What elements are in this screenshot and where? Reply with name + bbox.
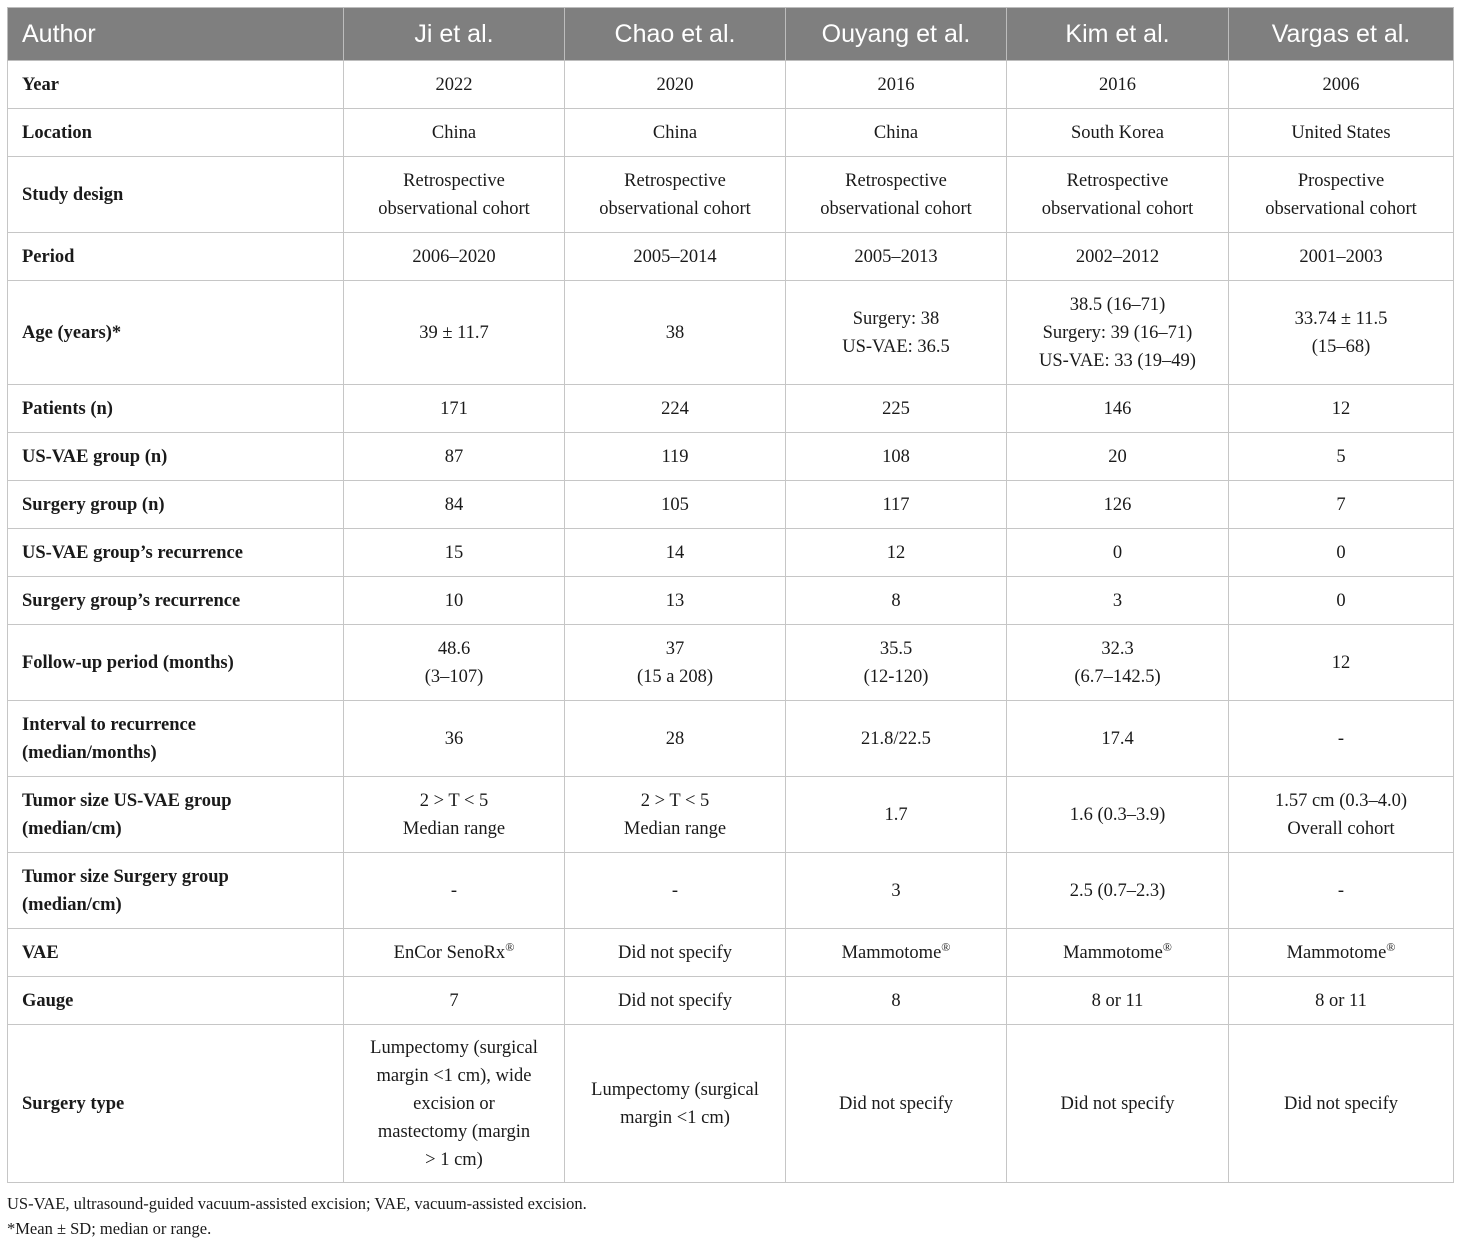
table-cell — [565, 433, 786, 481]
table-body — [8, 61, 1454, 1183]
cell-value: Prospective observational cohort — [1265, 170, 1417, 219]
table-cell — [344, 577, 565, 625]
cell-value: 2 > T < 5 Median range — [402, 790, 506, 839]
table-cell — [344, 281, 565, 385]
cell-value: 2016 — [877, 74, 915, 95]
cell-value: 2005–2013 — [854, 246, 938, 267]
cell-value: 12 — [886, 542, 906, 563]
table-cell — [344, 529, 565, 577]
header-kim: Kim et al. — [1007, 8, 1229, 61]
table-cell — [344, 433, 565, 481]
cell-value: Did not specify — [617, 990, 733, 1011]
table-cell — [1007, 625, 1229, 701]
table-cell — [565, 109, 786, 157]
table-cell — [1007, 433, 1229, 481]
cell-value: 2 > T < 5 Median range — [623, 790, 727, 839]
table-cell — [1229, 481, 1454, 529]
cell-value: 1.6 (0.3–3.9) — [1069, 804, 1166, 825]
table-cell — [565, 529, 786, 577]
table-cell — [1007, 929, 1229, 977]
registered-trademark-mark: ® — [941, 939, 951, 954]
cell-value: 7 — [1336, 494, 1346, 515]
table-cell — [1229, 853, 1454, 929]
table-cell — [565, 61, 786, 109]
table-cell — [1229, 61, 1454, 109]
table-cell — [344, 929, 565, 977]
table-cell — [565, 853, 786, 929]
cell-value: 5 — [1336, 446, 1346, 467]
table-cell — [1229, 977, 1454, 1025]
table-cell — [786, 853, 1007, 929]
table-cell — [786, 929, 1007, 977]
cell-value: 2016 — [1099, 74, 1136, 95]
registered-trademark-mark: ® — [1386, 939, 1396, 954]
cell-value: 28 — [665, 728, 685, 749]
table-footnotes — [7, 1191, 1447, 1241]
table-cell — [1229, 777, 1454, 853]
row-label: VAE — [8, 929, 344, 977]
row-label: Study design — [8, 157, 344, 233]
table-row — [8, 529, 1454, 577]
cell-value: 146 — [1103, 398, 1132, 419]
cell-value: 12 — [1331, 398, 1351, 419]
table-cell — [1007, 109, 1229, 157]
row-label: Surgery group’s recurrence — [8, 577, 344, 625]
table-cell — [344, 109, 565, 157]
table-cell — [786, 157, 1007, 233]
cell-value: 35.5 (12-120) — [863, 638, 929, 687]
table-row — [8, 625, 1454, 701]
cell-value: 3 — [1112, 590, 1123, 611]
row-label: Gauge — [8, 977, 344, 1025]
table-row — [8, 433, 1454, 481]
header-vargas: Vargas et al. — [1229, 8, 1454, 61]
table-cell — [1229, 1025, 1454, 1183]
row-label: Age (years)* — [8, 281, 344, 385]
cell-value: Did not specify — [838, 1093, 954, 1114]
table-cell — [565, 481, 786, 529]
table-row — [8, 481, 1454, 529]
table-cell — [1229, 529, 1454, 577]
table-cell — [786, 577, 1007, 625]
table-row — [8, 929, 1454, 977]
table-cell — [565, 929, 786, 977]
cell-value: Retrospective observational cohort — [599, 170, 751, 219]
table-row — [8, 233, 1454, 281]
cell-value: 10 — [444, 590, 464, 611]
cell-value: Did not specify — [1283, 1093, 1399, 1114]
cell-value: Surgery: 38 US-VAE: 36.5 — [842, 308, 950, 357]
table-cell — [786, 625, 1007, 701]
table-cell — [786, 977, 1007, 1025]
table-cell — [565, 701, 786, 777]
row-label: Period — [8, 233, 344, 281]
table-row — [8, 777, 1454, 853]
row-label: US-VAE group (n) — [8, 433, 344, 481]
table-cell — [565, 625, 786, 701]
cell-value: 36 — [444, 728, 464, 749]
table-row — [8, 701, 1454, 777]
header-row — [8, 8, 1454, 61]
table-cell — [344, 157, 565, 233]
cell-value: United States — [1291, 122, 1391, 143]
cell-value: 0 — [1112, 542, 1123, 563]
cell-value: Lumpectomy (surgical margin <1 cm), wide excision or mastectomy (margin > 1 cm) — [370, 1037, 538, 1170]
table-cell — [1007, 853, 1229, 929]
table-cell — [1007, 281, 1229, 385]
table-cell — [786, 281, 1007, 385]
table-cell — [344, 977, 565, 1025]
cell-value: 105 — [661, 494, 689, 515]
table-cell — [565, 577, 786, 625]
row-label: Tumor size US-VAE group (median/cm) — [8, 777, 344, 853]
table-cell — [1007, 61, 1229, 109]
cell-value: 8 — [891, 990, 901, 1011]
table-row — [8, 61, 1454, 109]
cell-value: Lumpectomy (surgical margin <1 cm) — [591, 1079, 759, 1128]
table-cell — [1229, 433, 1454, 481]
table-cell — [1229, 157, 1454, 233]
cell-value: 0 — [1336, 542, 1346, 563]
table-cell — [786, 1025, 1007, 1183]
cell-value: 2002–2012 — [1075, 246, 1160, 267]
table-row — [8, 577, 1454, 625]
cell-value: 8 — [891, 590, 901, 611]
cell-value: Retrospective observational cohort — [1041, 170, 1194, 219]
cell-value: Retrospective observational cohort — [378, 170, 530, 219]
cell-value: 38 — [665, 322, 685, 343]
cell-value: China — [652, 122, 698, 143]
table-cell — [344, 853, 565, 929]
cell-value: 2001–2003 — [1299, 246, 1383, 267]
cell-value: - — [450, 880, 458, 901]
table-cell — [1229, 929, 1454, 977]
cell-value: - — [1337, 880, 1345, 901]
table-cell — [786, 233, 1007, 281]
table-cell — [1007, 157, 1229, 233]
header-author: Author — [8, 8, 344, 61]
cell-value: 13 — [665, 590, 685, 611]
cell-value: 12 — [1331, 652, 1351, 673]
table-cell — [1007, 529, 1229, 577]
abbreviations-footnote: US-VAE, ultrasound-guided vacuum-assisted excision; VAE, vacuum-assisted excision. — [7, 1194, 587, 1213]
table-row — [8, 1025, 1454, 1183]
registered-trademark-mark: ® — [505, 939, 515, 954]
cell-value: 2020 — [656, 74, 694, 95]
table-cell — [565, 385, 786, 433]
table-cell — [786, 433, 1007, 481]
cell-value: 32.3 (6.7–142.5) — [1074, 638, 1161, 687]
cell-value: China — [431, 122, 477, 143]
cell-value: Did not specify — [1060, 1093, 1175, 1114]
table-cell — [1007, 481, 1229, 529]
cell-value: 33.74 ± 11.5 (15–68) — [1294, 308, 1388, 357]
table-cell — [565, 777, 786, 853]
table-cell — [1007, 977, 1229, 1025]
table-row — [8, 385, 1454, 433]
cell-value: 108 — [882, 446, 910, 467]
table-cell — [1007, 1025, 1229, 1183]
registered-trademark-mark: ® — [1162, 939, 1172, 954]
table-cell — [1229, 281, 1454, 385]
table-cell — [1007, 777, 1229, 853]
cell-value: 48.6 (3–107) — [424, 638, 484, 687]
cell-value: Mammotome — [1286, 942, 1387, 963]
row-label: Year — [8, 61, 344, 109]
table-cell — [1007, 701, 1229, 777]
table-cell — [786, 777, 1007, 853]
cell-value: 126 — [1103, 494, 1132, 515]
cell-value: 15 — [444, 542, 464, 563]
cell-value: - — [1337, 728, 1345, 749]
cell-value: 171 — [440, 398, 468, 419]
table-cell — [565, 233, 786, 281]
cell-value: 87 — [444, 446, 464, 467]
table-cell — [1007, 577, 1229, 625]
table-cell — [565, 1025, 786, 1183]
cell-value: 17.4 — [1101, 728, 1134, 749]
table-cell — [344, 481, 565, 529]
header-chao: Chao et al. — [565, 8, 786, 61]
table-cell — [565, 157, 786, 233]
cell-value: 2005–2014 — [633, 246, 717, 267]
cell-value: 7 — [449, 990, 459, 1011]
row-label: Patients (n) — [8, 385, 344, 433]
cell-value: 37 (15 a 208) — [636, 638, 714, 687]
cell-value: Did not specify — [617, 942, 733, 963]
cell-value: China — [873, 122, 919, 143]
cell-value: 2.5 (0.7–2.3) — [1069, 880, 1166, 901]
cell-value: 14 — [665, 542, 685, 563]
table-cell — [1007, 385, 1229, 433]
cell-value: 39 ± 11.7 — [419, 322, 489, 343]
table-cell — [786, 701, 1007, 777]
cell-value: 225 — [882, 398, 910, 419]
table-cell — [1229, 625, 1454, 701]
cell-value: 224 — [661, 398, 689, 419]
cell-value: 8 or 11 — [1315, 990, 1367, 1011]
cell-value: 8 or 11 — [1091, 990, 1144, 1011]
cell-value: 117 — [882, 494, 910, 515]
table-cell — [1229, 577, 1454, 625]
row-label: US-VAE group’s recurrence — [8, 529, 344, 577]
table-cell — [786, 481, 1007, 529]
cell-value: 21.8/22.5 — [861, 728, 931, 749]
table-cell — [344, 233, 565, 281]
table-row — [8, 977, 1454, 1025]
table-cell — [786, 385, 1007, 433]
cell-value: Retrospective observational cohort — [820, 170, 972, 219]
table-cell — [786, 109, 1007, 157]
table-cell — [786, 529, 1007, 577]
cell-value: 2006 — [1322, 74, 1360, 95]
table-row — [8, 853, 1454, 929]
cell-value: 119 — [661, 446, 689, 467]
table-cell — [1229, 701, 1454, 777]
cell-value: 2022 — [435, 74, 473, 95]
table-cell — [344, 701, 565, 777]
table-cell — [1229, 109, 1454, 157]
cell-value: 1.7 — [884, 804, 908, 825]
table-cell — [565, 977, 786, 1025]
cell-value: 0 — [1336, 590, 1346, 611]
cell-value: 3 — [891, 880, 901, 901]
header-ji: Ji et al. — [344, 8, 565, 61]
table-row — [8, 281, 1454, 385]
table-cell — [344, 385, 565, 433]
cell-value: 1.57 cm (0.3–4.0) Overall cohort — [1274, 790, 1408, 839]
cell-value: Mammotome — [841, 942, 942, 963]
table-cell — [344, 625, 565, 701]
table-cell — [344, 61, 565, 109]
cell-value: 2006–2020 — [412, 246, 496, 267]
table-cell — [1229, 233, 1454, 281]
cell-value: EnCor SenoRx — [393, 942, 506, 963]
table-cell — [1229, 385, 1454, 433]
table-cell — [344, 1025, 565, 1183]
cell-value: South Korea — [1071, 122, 1164, 143]
table-cell — [565, 281, 786, 385]
asterisk-footnote: *Mean ± SD; median or range. — [7, 1219, 212, 1238]
study-comparison-table — [7, 7, 1454, 1183]
cell-value: Mammotome — [1063, 942, 1163, 963]
row-label: Tumor size Surgery group (median/cm) — [8, 853, 344, 929]
table-row — [8, 109, 1454, 157]
row-label: Surgery type — [8, 1025, 344, 1183]
cell-value: 38.5 (16–71) Surgery: 39 (16–71) US-VAE: 33 (19–49) — [1039, 294, 1196, 371]
cell-value: - — [671, 880, 679, 901]
cell-value: 84 — [444, 494, 464, 515]
table-row — [8, 157, 1454, 233]
row-label: Interval to recurrence (median/months) — [8, 701, 344, 777]
cell-value: 20 — [1108, 446, 1127, 467]
row-label: Follow-up period (months) — [8, 625, 344, 701]
table-cell — [344, 777, 565, 853]
table-cell — [786, 61, 1007, 109]
row-label: Location — [8, 109, 344, 157]
header-ouyang: Ouyang et al. — [786, 8, 1007, 61]
row-label: Surgery group (n) — [8, 481, 344, 529]
table-cell — [1007, 233, 1229, 281]
